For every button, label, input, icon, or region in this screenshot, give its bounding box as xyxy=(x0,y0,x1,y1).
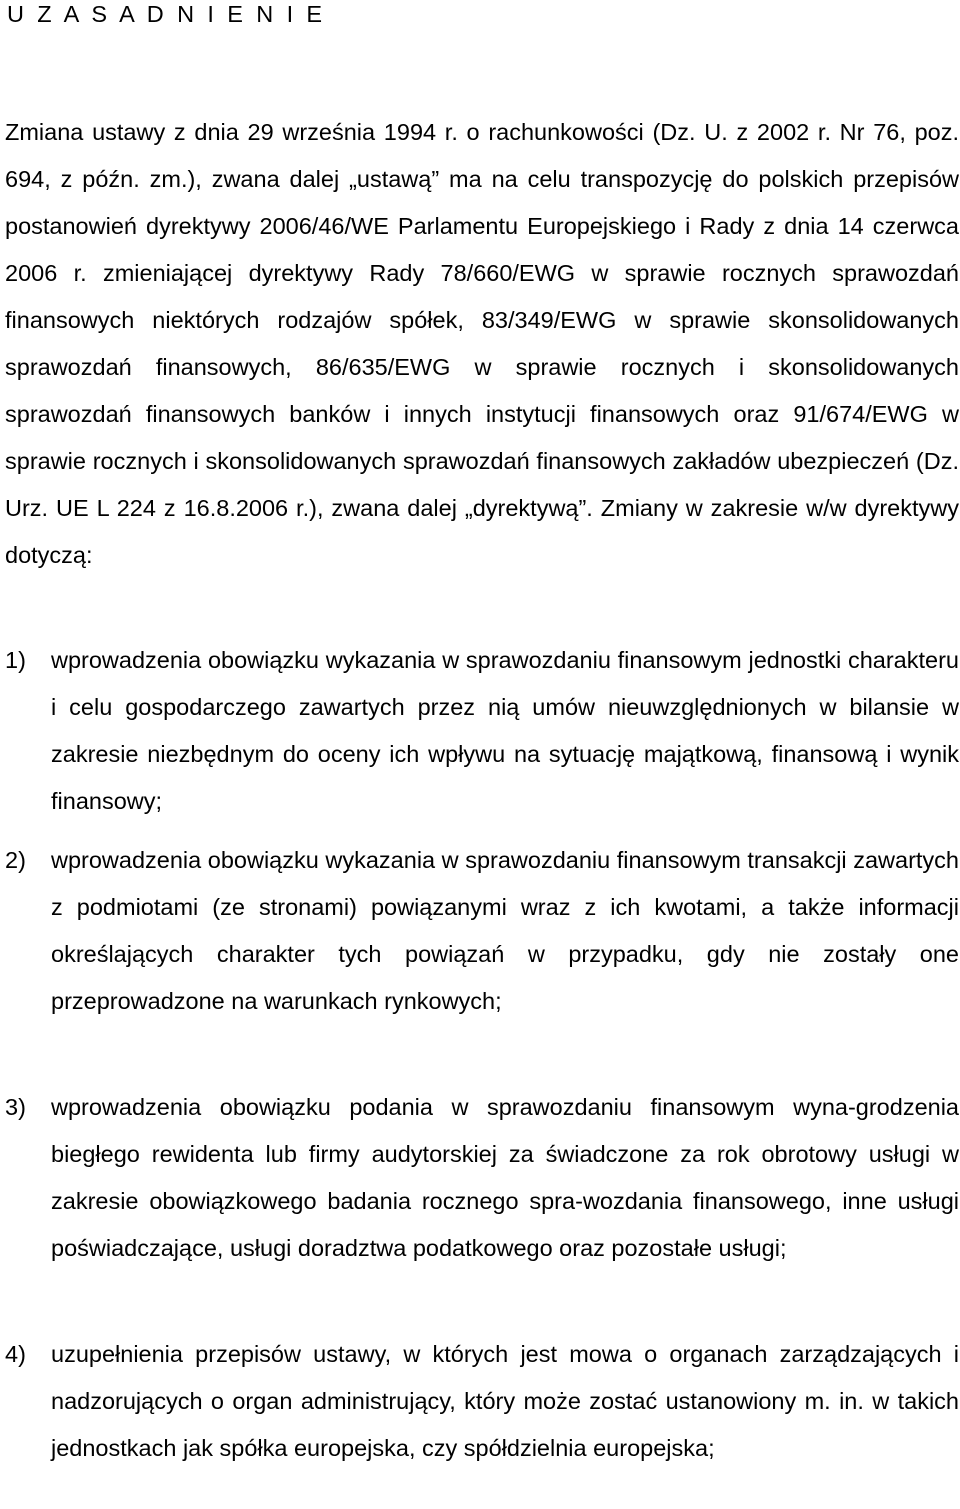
intro-paragraph: Zmiana ustawy z dnia 29 września 1994 r. o rachunkowości (Dz. U. z 2002 r. Nr 76, poz. 694, z późn. zm.), zwana dalej „ustawą” ma na celu transpozycję do polskich przepisów postanowień dyrektywy 2006/46/WE Parlamentu Europejskiego i Rady z dnia 14 czerwca 2006 r. zmieniającej dyrektywy Rady 78/660/EWG w sprawie rocznych sprawozdań finansowych niektórych rodzajów spółek, 83/349/EWG w sprawie skonsolidowanych sprawozdań finansowych, 86/635/EWG w sprawie rocznych i skonsolidowanych sprawozdań finansowych banków i innych instytucji finansowych oraz 91/674/EWG w sprawie rocznych i skonsolidowanych sprawozdań finansowych zakładów ubezpieczeń (Dz. Urz. UE L 224 z 16.8.2006 r.), zwana dalej „dyrektywą”. Zmiany w zakresie w/w dyrektywy dotyczą: xyxy=(5,119,959,568)
list-item-text: uzupełnienia przepisów ustawy, w których jest mowa o organach zarządzających i nadzorujących o organ administrujący, który może zostać ustanowiony m. in. w takich jednostkach jak spółka europejska, czy spółdzielnia europejska; xyxy=(51,1341,959,1461)
list-item-text: wprowadzenia obowiązku podania w sprawozdaniu finansowym wyna-grodzenia biegłego rewidenta lub firmy audytorskiej za świadczone za rok obrotowy usługi w zakresie obowiązkowego badania rocznego spra-wozdania finansowego, inne usługi poświadczające, usługi doradztwa podatkowego oraz pozostałe usługi; xyxy=(51,1094,959,1261)
list-item-number: 3) xyxy=(5,1094,26,1120)
list-item-number: 4) xyxy=(5,1341,26,1367)
list-item-text: wprowadzenia obowiązku wykazania w sprawozdaniu finansowym transakcji zawartych z podmiotami (ze stronami) powiązanymi wraz z ich kwotami, a także informacji określających charakter tych powiązań w przypadku, gdy nie zostały one przeprowadzone na warunkach rynkowych; xyxy=(51,847,959,1014)
list-item-number: 1) xyxy=(5,647,26,673)
list-item-text: wprowadzenia obowiązku wykazania w sprawozdaniu finansowym jednostki charakteru i celu gospodarczego zawartych przez nią umów nieuwzględnionych w bilansie w zakresie niezbędnym do oceny ich wpływu na sytuację majątkową, finansową i wynik finansowy; xyxy=(51,647,959,814)
list-item-number: 2) xyxy=(5,847,26,873)
document-title: U Z A S A D N I E N I E xyxy=(7,1,326,27)
